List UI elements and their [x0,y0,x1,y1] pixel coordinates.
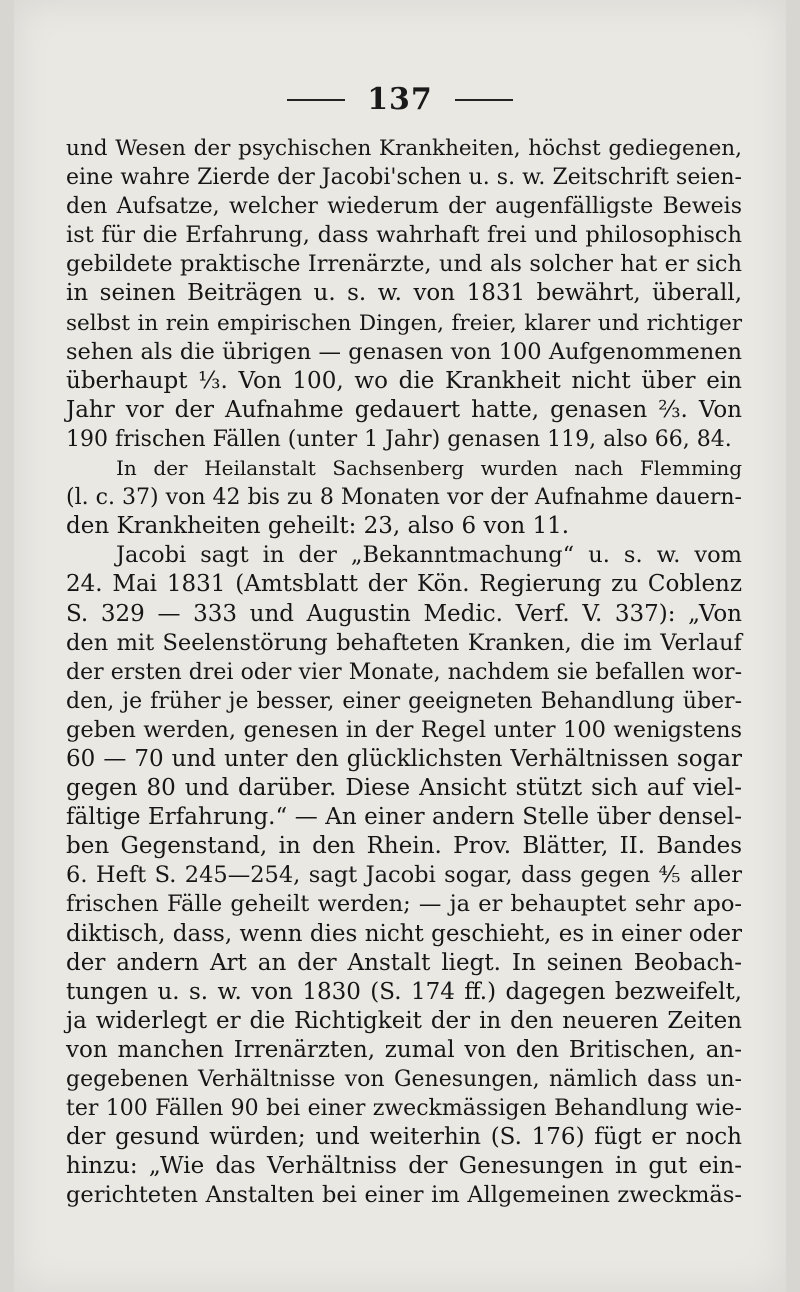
text-line: eine wahre Zierde der Jacobi'schen u. s. w. Zeitschrift seien- [66,165,742,191]
text-line: gegen 80 und darüber. Diese Ansicht stützt sich auf viel- [66,775,742,802]
text-line: gebildete praktische Irrenärzte, und als solcher hat er sich [66,251,742,278]
page-header [14,82,786,117]
text-line: den, je früher je besser, einer geeigneten Behandlung über- [66,688,742,714]
text-line: ja widerlegt er die Richtigkeit der in den neueren Zeiten [66,1007,742,1034]
header-rule-left [287,99,345,101]
text-line: ter 100 Fällen 90 bei einer zweckmässigen Behandlung wie- [66,1096,742,1122]
text-line: frischen Fälle geheilt werden; — ja er behauptet sehr apo- [66,891,742,918]
text-line: S. 329 — 333 und Augustin Medic. Verf. V. 337): „Von [66,600,742,627]
text-line: und Wesen der psychischen Krankheiten, höchst gediegenen, [66,136,742,161]
text-line: geben werden, genesen in der Regel unter 100 wenigstens [66,716,742,743]
text-line: fältige Erfahrung.“ — An einer andern Stelle über densel- [66,804,742,831]
text-line: 6. Heft S. 245—254, sagt Jacobi sogar, dass gegen ⅘ aller [66,862,742,889]
text-line: gegebenen Verhältnisse von Genesungen, nämlich dass un- [66,1067,742,1092]
text-line: 60 — 70 und unter den glücklichsten Verhältnissen sogar [66,745,742,772]
text-line: tungen u. s. w. von 1830 (S. 174 ff.) dagegen bezweifelt, [66,978,742,1005]
text-line: In der Heilanstalt Sachsenberg wurden nach Flemming [116,456,742,481]
book-page [14,0,786,1292]
text-line: diktisch, dass, wenn dies nicht geschieht, es in einer oder [66,920,742,947]
text-line: Jahr vor der Aufnahme gedauert hatte, genasen ⅔. Von [66,396,742,423]
text-line: gerichteten Anstalten bei einer im Allgemeinen zweckmäs- [66,1182,742,1209]
text-line: in seinen Beiträgen u. s. w. von 1831 bewährt, überall, [66,280,742,307]
text-line: sehen als die übrigen — genasen von 100 Aufgenommenen [66,338,742,365]
text-line: ist für die Erfahrung, dass wahrhaft frei und philosophisch [66,222,742,249]
text-line: selbst in rein empirischen Dingen, freier, klarer und richtiger [66,310,742,336]
text-line: 24. Mai 1831 (Amtsblatt der Kön. Regierung zu Coblenz [66,571,742,598]
page-body-text [66,134,742,1210]
text-line: der andern Art an der Anstalt liegt. In seinen Beobach- [66,949,742,976]
text-line: Jacobi sagt in der „Bekanntmachung“ u. s. w. vom [116,542,742,569]
text-line: den Aufsatze, welcher wiederum der augenfälligste Beweis [66,194,742,220]
text-line: 190 frischen Fällen (unter 1 Jahr) genasen 119, also 66, 84. [66,426,732,452]
text-line: ben Gegenstand, in den Rhein. Prov. Blätter, II. Bandes [66,833,742,860]
text-line: der ersten drei oder vier Monate, nachdem sie befallen wor- [66,659,742,685]
text-line: von manchen Irrenärzten, zumal von den Britischen, an- [66,1036,742,1063]
text-line: der gesund würden; und weiterhin (S. 176) fügt er noch [66,1124,742,1151]
text-line: hinzu: „Wie das Verhältniss der Genesungen in gut ein- [66,1153,742,1180]
page-number: 137 [367,82,433,117]
text-line: den Krankheiten geheilt: 23, also 6 von 11. [66,513,570,540]
text-line: überhaupt ⅓. Von 100, wo die Krankheit nicht über ein [66,367,742,394]
header-rule-right [455,99,513,101]
text-line: (l. c. 37) von 42 bis zu 8 Monaten vor der Aufnahme dauern- [66,485,742,511]
text-line: den mit Seelenstörung behafteten Kranken, die im Verlauf [66,629,742,656]
